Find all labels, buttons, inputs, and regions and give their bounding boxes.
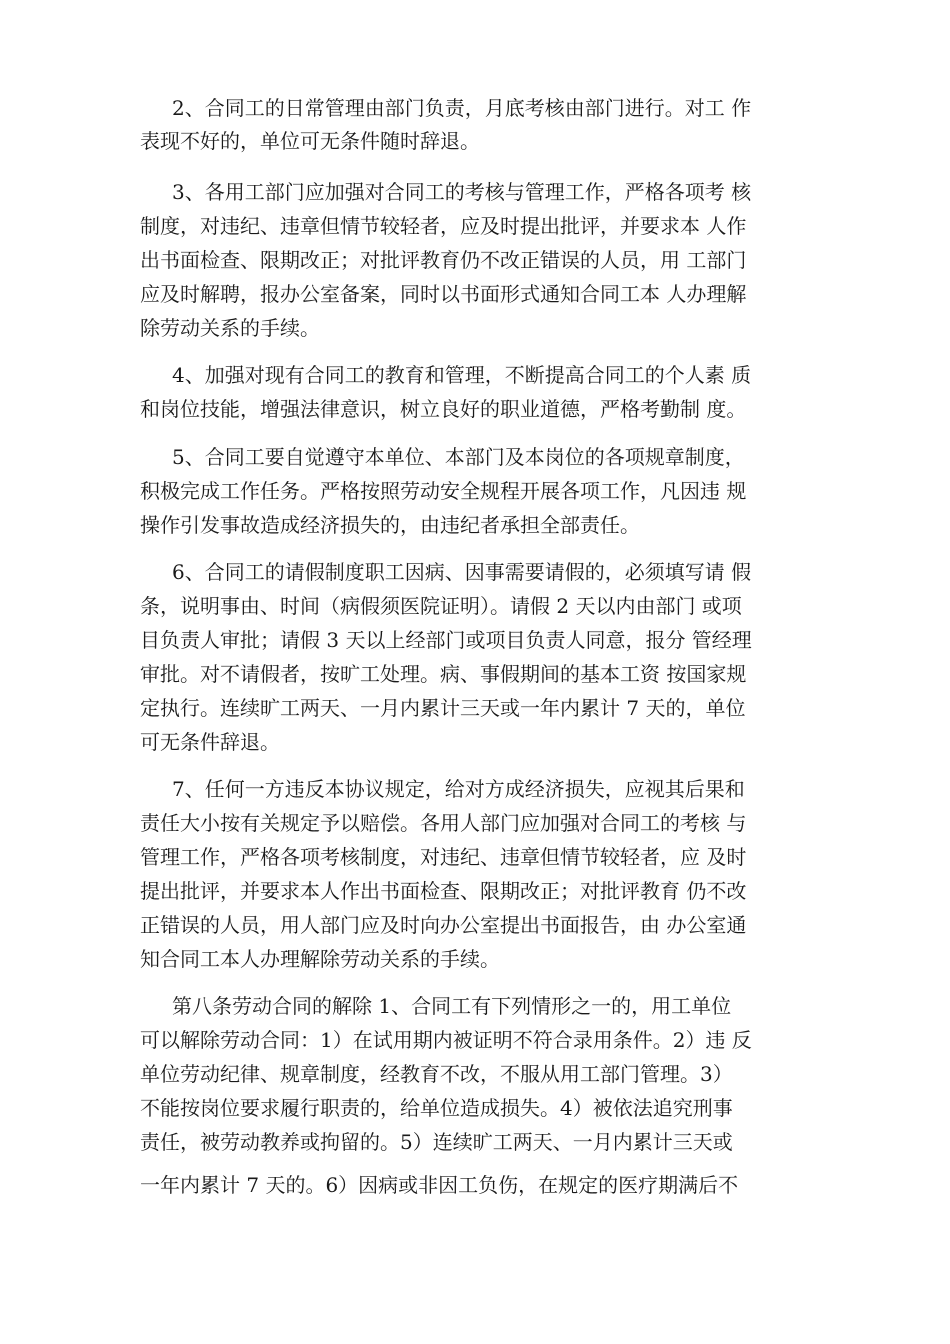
paragraph-line: 6、合同工的请假制度职工因病、因事需要请假的，必须填写请 假	[172, 560, 752, 584]
paragraph-line: 制度，对违纪、违章但情节较轻者，应及时提出批评，并要求本 人作	[140, 214, 747, 238]
paragraph-line: 应及时解聘，报办公室备案，同时以书面形式通知合同工本 人办理解	[140, 282, 747, 306]
paragraph-line: 提出批评，并要求本人作出书面检查、限期改正；对批评教育 仍不改	[140, 879, 747, 903]
paragraph-line: 责任，被劳动教养或拘留的。5）连续旷工两天、一月内累计三天或	[140, 1130, 733, 1154]
paragraph-line: 第八条劳动合同的解除 1、合同工有下列情形之一的，用工单位	[172, 994, 732, 1018]
paragraph-line: 不能按岗位要求履行职责的，给单位造成损失。4）被依法追究刑事	[140, 1096, 733, 1120]
paragraph-line: 条，说明事由、时间（病假须医院证明）。请假 2 天以内由部门 或项	[140, 594, 742, 618]
paragraph-line: 2、合同工的日常管理由部门负责，月底考核由部门进行。对工 作	[172, 96, 752, 120]
paragraph-line: 操作引发事故造成经济损失的，由违纪者承担全部责任。	[140, 513, 640, 537]
paragraph-line: 3、各用工部门应加强对合同工的考核与管理工作，严格各项考 核	[172, 180, 752, 204]
paragraph-line: 表现不好的，单位可无条件随时辞退。	[140, 129, 480, 153]
paragraph-line: 5、合同工要自觉遵守本单位、本部门及本岗位的各项规章制度，	[172, 445, 745, 469]
paragraph-line: 除劳动关系的手续。	[140, 316, 320, 340]
paragraph-line: 知合同工本人办理解除劳动关系的手续。	[140, 947, 500, 971]
paragraph-line: 定执行。连续旷工两天、一月内累计三天或一年内累计 7 天的，单位	[140, 696, 746, 720]
paragraph-line: 4、加强对现有合同工的教育和管理，不断提高合同工的个人素 质	[172, 363, 752, 387]
paragraph-line: 积极完成工作任务。严格按照劳动安全规程开展各项工作，凡因违 规	[140, 479, 747, 503]
paragraph-line: 和岗位技能，增强法律意识，树立良好的职业道德，严格考勤制 度。	[140, 397, 747, 421]
paragraph-line: 正错误的人员，用人部门应及时向办公室提出书面报告，由 办公室通	[140, 913, 747, 937]
paragraph-line: 管理工作，严格各项考核制度，对违纪、违章但情节较轻者，应 及时	[140, 845, 747, 869]
paragraph-line: 7、任何一方违反本协议规定，给对方成经济损失，应视其后果和	[172, 777, 745, 801]
paragraph-line: 出书面检查、限期改正；对批评教育仍不改正错误的人员，用 工部门	[140, 248, 747, 272]
paragraph-line: 审批。对不请假者，按旷工处理。病、事假期间的基本工资 按国家规	[140, 662, 747, 686]
paragraph-line: 单位劳动纪律、规章制度，经教育不改，不服从用工部门管理。3）	[140, 1062, 733, 1086]
paragraph-line: 责任大小按有关规定予以赔偿。各用人部门应加强对合同工的考核 与	[140, 811, 747, 835]
paragraph-line: 目负责人审批；请假 3 天以上经部门或项目负责人同意，报分 管经理	[140, 628, 752, 652]
paragraph-line: 一年内累计 7 天的。6）因病或非因工负伤，在规定的医疗期满后不	[140, 1173, 739, 1197]
paragraph-line: 可无条件辞退。	[140, 730, 280, 754]
paragraph-line: 可以解除劳动合同：1）在试用期内被证明不符合录用条件。2）违 反	[140, 1028, 752, 1052]
